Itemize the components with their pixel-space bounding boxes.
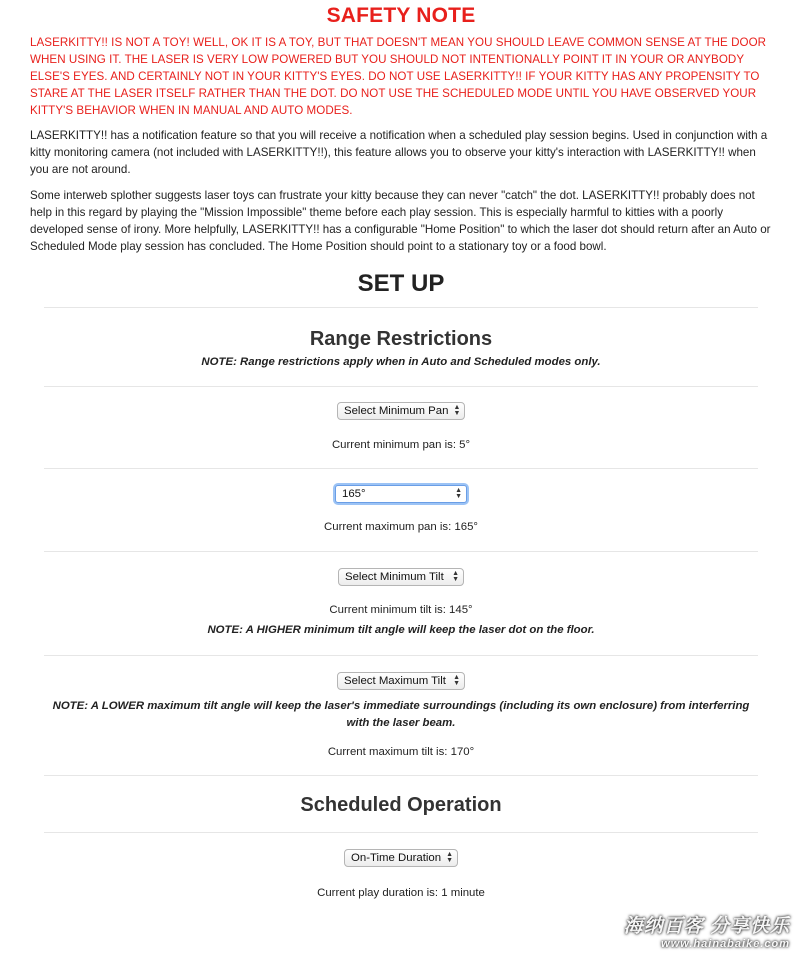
max-pan-status: Current maximum pan is: 165°	[324, 521, 478, 533]
duration-status: Current play duration is: 1 minute	[317, 887, 485, 899]
scheduled-operation-title: Scheduled Operation	[300, 794, 502, 816]
max-tilt-status: Current maximum tilt is: 170°	[327, 746, 475, 758]
on-time-duration-select-label: On-Time Duration	[351, 852, 442, 864]
home-position-paragraph: Some interweb splother suggests laser toys can frustrate your kitty because they can never "catch" the dot. LASERKITTY!! probably does not help in this regard by playing the "Mission Impossible" theme before each play session. This is especially harmful to kitties with a poorly developed sense of irony. More helpfully, LASERKITTY!! has a configurable "Home Position" to which the laser dot should return after an Auto or Scheduled Mode play session has concluded. The Home Position should point to a stationary toy or a food bowl.	[30, 189, 771, 253]
min-tilt-select[interactable]	[338, 568, 464, 586]
divider	[44, 307, 758, 308]
on-time-duration-select[interactable]	[344, 849, 458, 867]
max-tilt-select[interactable]	[337, 672, 465, 690]
watermark-logo	[610, 916, 790, 950]
watermark-brand: 海纳百客 分享快乐	[623, 916, 790, 937]
max-tilt-row	[30, 672, 772, 692]
divider	[44, 775, 758, 776]
max-pan-select[interactable]	[335, 485, 467, 503]
min-pan-row	[30, 402, 772, 422]
safety-note-title: SAFETY NOTE	[326, 4, 476, 27]
notification-paragraph: LASERKITTY!! has a notification feature so that you will receive a notification when a scheduled play session begins. Used in conjunction with a kitty monitoring camera (not included with LASERKITTY!!), this feature allows you to observe your kitty's interaction with LASERKITTY!! when you are not around.	[30, 129, 768, 176]
range-restrictions-note: NOTE: Range restrictions apply when in Auto and Scheduled modes only.	[201, 356, 601, 368]
safety-note-text: LASERKITTY!! IS NOT A TOY! WELL, OK IT IS A TOY, BUT THAT DOESN'T MEAN YOU SHOULD LEAVE COMMON SENSE AT THE DOOR WHEN USING IT. THE LASER IS VERY LOW POWERED BUT YOU SHOULD NOT INTENTIONALLY POINT IT IN YOUR OR ANYBODY ELSE'S EYES. AND CERTAINLY NOT IN YOUR KITTY'S EYES. DO NOT USE LASERKITTY!! IF YOUR KITTY HAS ANY PROPENSITY TO STARE AT THE LASER ITSELF RATHER THAN THE DOT. DO NOT USE THE SCHEDULED MODE UNTIL YOU HAVE OBSERVED YOUR KITTY'S BEHAVIOR WHEN IN MANUAL AND AUTO MODES.	[30, 36, 767, 117]
range-restrictions-title: Range Restrictions	[309, 328, 493, 350]
max-tilt-select-label: Select Maximum Tilt	[344, 675, 446, 687]
min-tilt-row	[30, 568, 772, 588]
min-tilt-note: NOTE: A HIGHER minimum tilt angle will keep the laser dot on the floor.	[207, 624, 595, 636]
divider	[44, 832, 758, 833]
select-arrows-icon: ▲ ▼	[453, 674, 460, 687]
divider	[44, 468, 758, 469]
setup-title: SET UP	[357, 270, 445, 297]
watermark-url: www.hainabaike.com	[661, 938, 790, 950]
duration-row	[30, 849, 772, 869]
divider	[44, 655, 758, 656]
select-arrows-icon: ▲ ▼	[446, 851, 454, 864]
min-tilt-select-label: Select Minimum Tilt	[345, 571, 444, 583]
divider	[44, 551, 758, 552]
min-tilt-status: Current minimum tilt is: 145°	[329, 604, 473, 616]
max-pan-row	[30, 485, 772, 505]
select-arrows-icon: ▲ ▼	[453, 404, 461, 417]
min-pan-select[interactable]	[337, 402, 465, 420]
max-tilt-note: NOTE: A LOWER maximum tilt angle will keep the laser's immediate surroundings (including its own enclosure) from interferring with the laser beam.	[52, 700, 750, 729]
min-pan-select-label: Select Minimum Pan	[344, 405, 449, 417]
divider	[44, 386, 758, 387]
max-pan-select-label: 165°	[342, 488, 366, 500]
min-pan-status: Current minimum pan is: 5°	[331, 439, 471, 451]
select-arrows-icon: ▲ ▼	[452, 570, 459, 583]
select-arrows-icon: ▲ ▼	[455, 487, 462, 500]
